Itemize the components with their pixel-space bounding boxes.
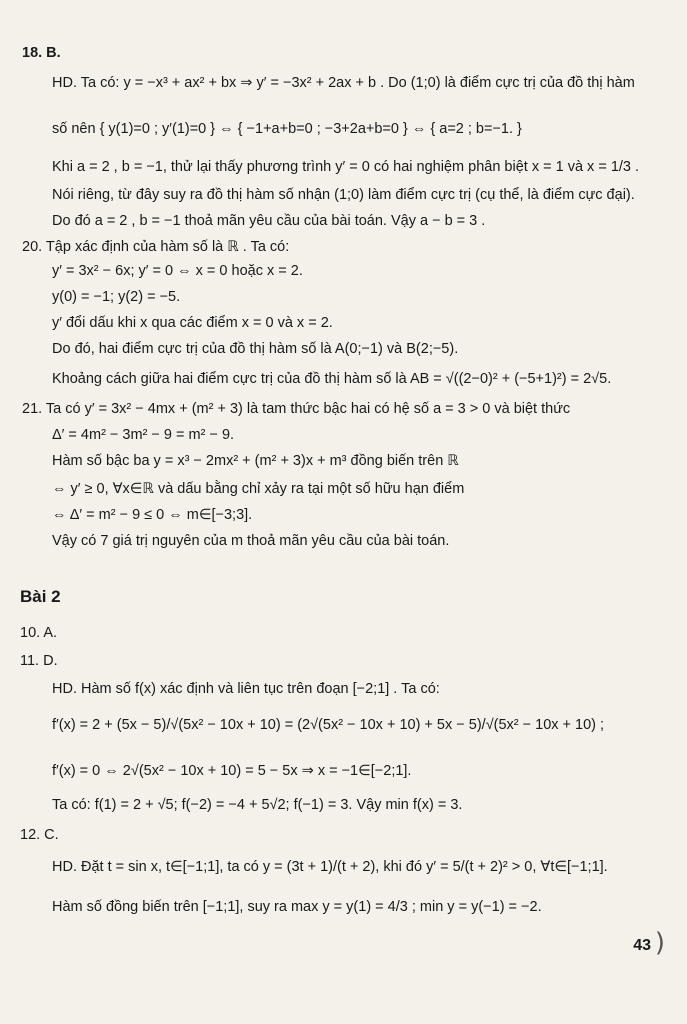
text-line: Vậy có 7 giá trị nguyên của m thoả mãn yêu cầu của bài toán.: [52, 533, 450, 549]
text-line: ⇔ y′ ≥ 0, ∀x∈ℝ và dấu bằng chỉ xảy ra tại một số hữu hạn điểm: [52, 481, 465, 497]
text-line: f′(x) = 0 ⇔ 2√(5x² − 10x + 10) = 5 − 5x ⇒ x = −1∈[−2;1].: [52, 763, 412, 779]
text-line: 21. Ta có y′ = 3x² − 4mx + (m² + 3) là tam thức bậc hai có hệ số a = 3 > 0 và biệt thức: [22, 401, 571, 417]
text-line: Nói riêng, từ đây suy ra đồ thị hàm số nhận (1;0) làm điểm cực trị (cụ thể, là điểm cực đại).: [52, 187, 635, 203]
text-line: Khi a = 2 , b = −1, thử lại thấy phương trình y′ = 0 có hai nghiệm phân biệt x = 1 và x = 1/3 .: [52, 159, 640, 175]
text-line: 20. Tập xác định của hàm số là ℝ . Ta có:: [22, 239, 290, 255]
text-line: y′ = 3x² − 6x; y′ = 0 ⇔ x = 0 hoặc x = 2.: [52, 263, 303, 279]
page-number: 43: [633, 937, 651, 954]
text-line: Δ′ = 4m² − 3m² − 9 = m² − 9.: [52, 427, 235, 443]
text-line: Hàm số đồng biến trên [−1;1], suy ra max y = y(1) = 4/3 ; min y = y(−1) = −2.: [52, 899, 542, 915]
text-line: 18. B.: [22, 45, 61, 61]
text-line: f′(x) = 2 + (5x − 5)/√(5x² − 10x + 10) = (2√(5x² − 10x + 10) + 5x − 5)/√(5x² − 10x + 10) ;: [52, 717, 605, 733]
text-line: 10. A.: [20, 625, 58, 641]
text-line: y(0) = −1; y(2) = −5.: [52, 289, 181, 305]
text-line: Hàm số bậc ba y = x³ − 2mx² + (m² + 3)x + m³ đồng biến trên ℝ: [52, 453, 459, 469]
page-number-bracket: ): [654, 928, 665, 958]
text-line: HD. Hàm số f(x) xác định và liên tục trên đoạn [−2;1] . Ta có:: [52, 681, 440, 697]
text-line: ⇔ Δ′ = m² − 9 ≤ 0 ⇔ m∈[−3;3].: [52, 507, 253, 523]
text-line: Do đó a = 2 , b = −1 thoả mãn yêu cầu của bài toán. Vậy a − b = 3 .: [52, 213, 486, 229]
text-line: y′ đổi dấu khi x qua các điểm x = 0 và x = 2.: [52, 315, 333, 331]
text-line: HD. Đặt t = sin x, t∈[−1;1], ta có y = (3t + 1)/(t + 2), khi đó y′ = 5/(t + 2)² > 0, ∀t∈[−1;1].: [52, 859, 608, 875]
text-line: 11. D.: [20, 653, 58, 669]
text-line: Khoảng cách giữa hai điểm cực trị của đồ thị hàm số là AB = √((2−0)² + (−5+1)²) = 2√5.: [52, 371, 612, 387]
text-line: Bài 2: [20, 587, 61, 606]
text-line: 12. C.: [20, 827, 59, 843]
text-line: số nên { y(1)=0 ; y′(1)=0 } ⇔ { −1+a+b=0 ; −3+2a+b=0 } ⇔ { a=2 ; b=−1. }: [52, 121, 522, 137]
text-line: HD. Ta có: y = −x³ + ax² + bx ⇒ y′ = −3x² + 2ax + b . Do (1;0) là điểm cực trị của đồ thị hàm: [52, 75, 635, 91]
text-line: Do đó, hai điểm cực trị của đồ thị hàm số là A(0;−1) và B(2;−5).: [52, 341, 459, 357]
text-line: Ta có: f(1) = 2 + √5; f(−2) = −4 + 5√2; f(−1) = 3. Vậy min f(x) = 3.: [52, 797, 463, 813]
